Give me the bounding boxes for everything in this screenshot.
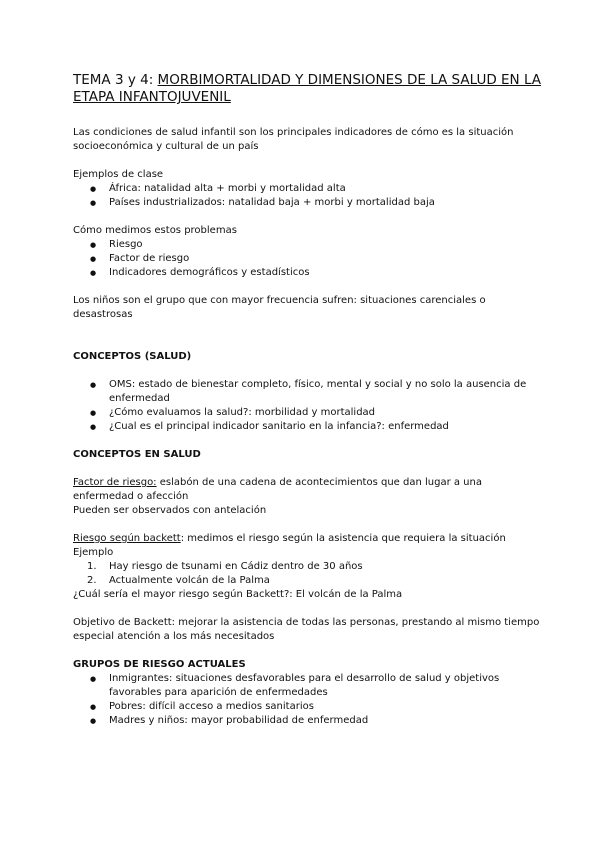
- factor-riesgo-label: Factor de riesgo:: [73, 477, 157, 488]
- grupos-list: [73, 672, 543, 728]
- factor-riesgo-definition: [73, 476, 543, 504]
- list-item: ● Países industrializados: natalidad baja + morbi y mortalidad baja: [109, 196, 543, 210]
- examples-list: [73, 182, 543, 210]
- list-item: 2. Actualmente volcán de la Palma: [87, 575, 270, 586]
- conceptos-salud-list: [73, 378, 543, 434]
- children-note: Los niños son el grupo que con mayor frecuencia sufren: situaciones carenciales o desastrosas: [73, 295, 486, 320]
- measure-list: [73, 238, 543, 280]
- example-list: [73, 560, 543, 588]
- list-item: ● África: natalidad alta + morbi y mortalidad alta: [109, 182, 543, 196]
- grupos-heading: GRUPOS DE RIESGO ACTUALES: [73, 659, 246, 670]
- title-prefix: TEMA 3 y 4:: [73, 72, 158, 88]
- conceptos-en-salud-heading: CONCEPTOS EN SALUD: [73, 449, 201, 460]
- list-item: ● Madres y niños: mayor probabilidad de enfermedad: [109, 714, 543, 728]
- intro-paragraph: Las condiciones de salud infantil son los principales indicadores de cómo es la situación socioeconómica y cultural de un país: [73, 127, 514, 152]
- factor-riesgo-text: eslabón de una cadena de acontecimientos que dan lugar a una enfermedad o afección: [73, 477, 482, 502]
- conceptos-salud-heading: CONCEPTOS (SALUD): [73, 351, 192, 362]
- measure-heading: Cómo medimos estos problemas: [73, 225, 237, 236]
- title-main: MORBIMORTALIDAD Y DIMENSIONES DE LA SALUD EN LA ETAPA INFANTOJUVENIL: [73, 72, 542, 105]
- list-item: 1. Hay riesgo de tsunami en Cádiz dentro de 30 años: [87, 561, 363, 572]
- examples-heading: Ejemplos de clase: [73, 169, 164, 180]
- backett-definition: [73, 532, 543, 546]
- example-label: Ejemplo: [73, 547, 114, 558]
- list-item: ● OMS: estado de bienestar completo, físico, mental y social y no solo la ausencia de enfermedad: [109, 378, 543, 406]
- document-title: [73, 72, 543, 106]
- factor-riesgo-note: Pueden ser observados con antelación: [73, 505, 267, 516]
- document-content: [73, 72, 543, 728]
- list-item: ● Pobres: difícil acceso a medios sanitarios: [109, 700, 543, 714]
- list-item: ● ¿Cual es el principal indicador sanitario en la infancia?: enfermedad: [109, 420, 543, 434]
- list-item: ● Inmigrantes: situaciones desfavorables para el desarrollo de salud y objetivos favorables para aparición de enfermedades: [109, 672, 543, 700]
- list-item: ● Riesgo: [109, 238, 543, 252]
- backett-objective: Objetivo de Backett: mejorar la asistencia de todas las personas, prestando al mismo tiempo especial atención a los más necesitados: [73, 617, 540, 642]
- backett-label: Riesgo según backett: [73, 533, 181, 544]
- list-item: ● ¿Cómo evaluamos la salud?: morbilidad y mortalidad: [109, 406, 543, 420]
- list-item: ● Factor de riesgo: [109, 252, 543, 266]
- list-item: ● Indicadores demográficos y estadísticos: [109, 266, 543, 280]
- backett-text: : medimos el riesgo según la asistencia que requiera la situación: [180, 533, 506, 544]
- backett-question: ¿Cuál sería el mayor riesgo según Backett?: El volcán de la Palma: [73, 589, 403, 600]
